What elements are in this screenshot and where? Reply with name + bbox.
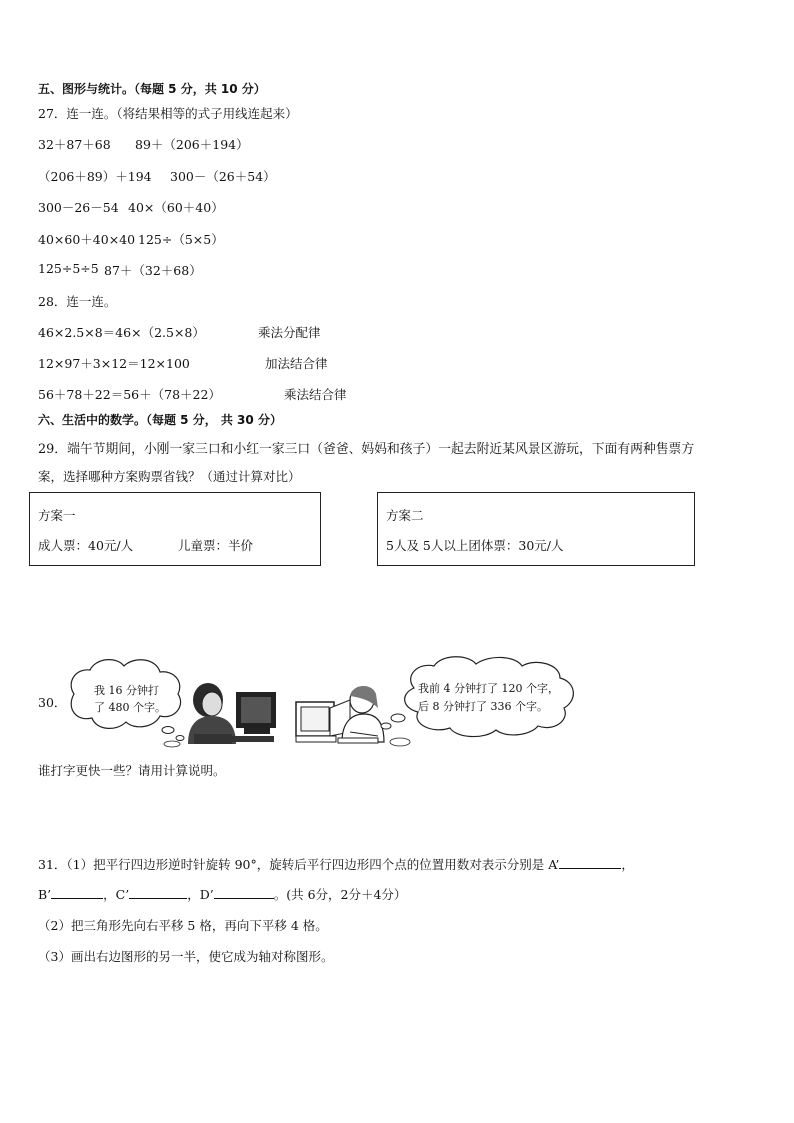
q28-right-2: 加法结合律	[265, 356, 328, 371]
q28-left-1: 46×2.5×8＝46×（2.5×8）	[38, 325, 205, 340]
q30-question: 谁打字更快一些？请用计算说明。	[38, 763, 226, 778]
q28-stem: 28．连一连。	[38, 294, 117, 309]
q27-left-3: 300－26－54	[38, 200, 119, 215]
q29-stem-line1: 29．端午节期间，小刚一家三口和小红一家三口（爸爸、妈妈和孩子）一起去附近某风景区游玩，下面有两种售票方	[38, 442, 695, 457]
q28-left-2: 12×97＋3×12＝12×100	[38, 356, 190, 371]
q31-part3: （3）画出右边图形的另一半，使它成为轴对称图形。	[38, 949, 334, 964]
q27-stem: 27．连一连。（将结果相等的式子用线连起来）	[38, 106, 298, 121]
q27-right-5: 87＋（32＋68）	[104, 263, 202, 278]
section-6-title: 六、生活中的数学。（每题 5 分， 共 30 分）	[38, 413, 282, 427]
q31-part1-line2	[38, 885, 406, 903]
right-bubble-line2: 后 8 分钟打了 336 个字。	[418, 700, 548, 713]
q27-left-2: （206＋89）＋194	[38, 169, 152, 184]
plan-2-title: 方案二	[386, 508, 424, 523]
q27-right-4: 125÷（5×5）	[138, 232, 224, 247]
q27-left-5: 125÷5÷5	[38, 261, 99, 276]
q31-part1-line1: 31．（1）把平行四边形逆时针旋转 90°，旋转后平行四边形四个点的位置用数对表示分别是 A’ ，	[38, 857, 634, 872]
plan-1-title: 方案一	[38, 508, 76, 523]
answer-blank-a[interactable]	[559, 856, 621, 869]
right-speech-bubble	[405, 657, 574, 737]
q31-part1-text: 31．（1）把平行四边形逆时针旋转 90°，旋转后平行四边形四个点的位置用数对表示分别是 A’	[38, 857, 560, 872]
plan-2-box	[377, 492, 695, 566]
q27-right-2: 300－（26＋54）	[170, 169, 276, 184]
answer-blank-c[interactable]	[129, 886, 187, 899]
left-bubble-line1: 我 16 分钟打	[94, 684, 159, 697]
q31-part1-tail: 。(共 6分，2分＋4分）	[273, 887, 407, 902]
q31-part2: （2）把三角形先向右平移 5 格，再向下平移 4 格。	[38, 918, 328, 933]
answer-blank-b[interactable]	[51, 886, 103, 899]
section-5-title: 五、图形与统计。（每题 5 分，共 10 分）	[38, 82, 266, 96]
q27-right-3: 40×（60＋40）	[128, 200, 224, 215]
label-d: ，D’	[187, 887, 214, 902]
q28-right-3: 乘法结合律	[284, 387, 347, 402]
plan-2-group-price: 5人及 5人以上团体票：30元/人	[386, 538, 564, 553]
answer-blank-d[interactable]	[214, 886, 274, 899]
label-c: ，C’	[103, 887, 130, 902]
right-bubble-line1: 我前 4 分钟打了 120 个字，	[418, 682, 559, 695]
label-b: B’	[38, 887, 52, 902]
plan-1-child-price: 儿童票：半价	[178, 538, 254, 553]
q28-right-1: 乘法分配律	[258, 325, 321, 340]
left-bubble-line2: 了 480 个字。	[94, 701, 166, 714]
q27-left-4: 40×60＋40×40	[38, 232, 136, 247]
q29-stem-line2: 案，选择哪种方案购票省钱？（通过计算对比）	[38, 469, 301, 484]
q27-right-1: 89＋（206＋194）	[135, 137, 249, 152]
q27-left-1: 32＋87＋68	[38, 137, 111, 152]
q30-number: 30．	[38, 695, 67, 710]
q28-left-3: 56＋78＋22＝56＋（78＋22）	[38, 387, 221, 402]
plan-1-box	[29, 492, 321, 566]
plan-1-adult-price: 成人票：40元/人	[38, 538, 134, 553]
boy-figure	[188, 683, 236, 744]
